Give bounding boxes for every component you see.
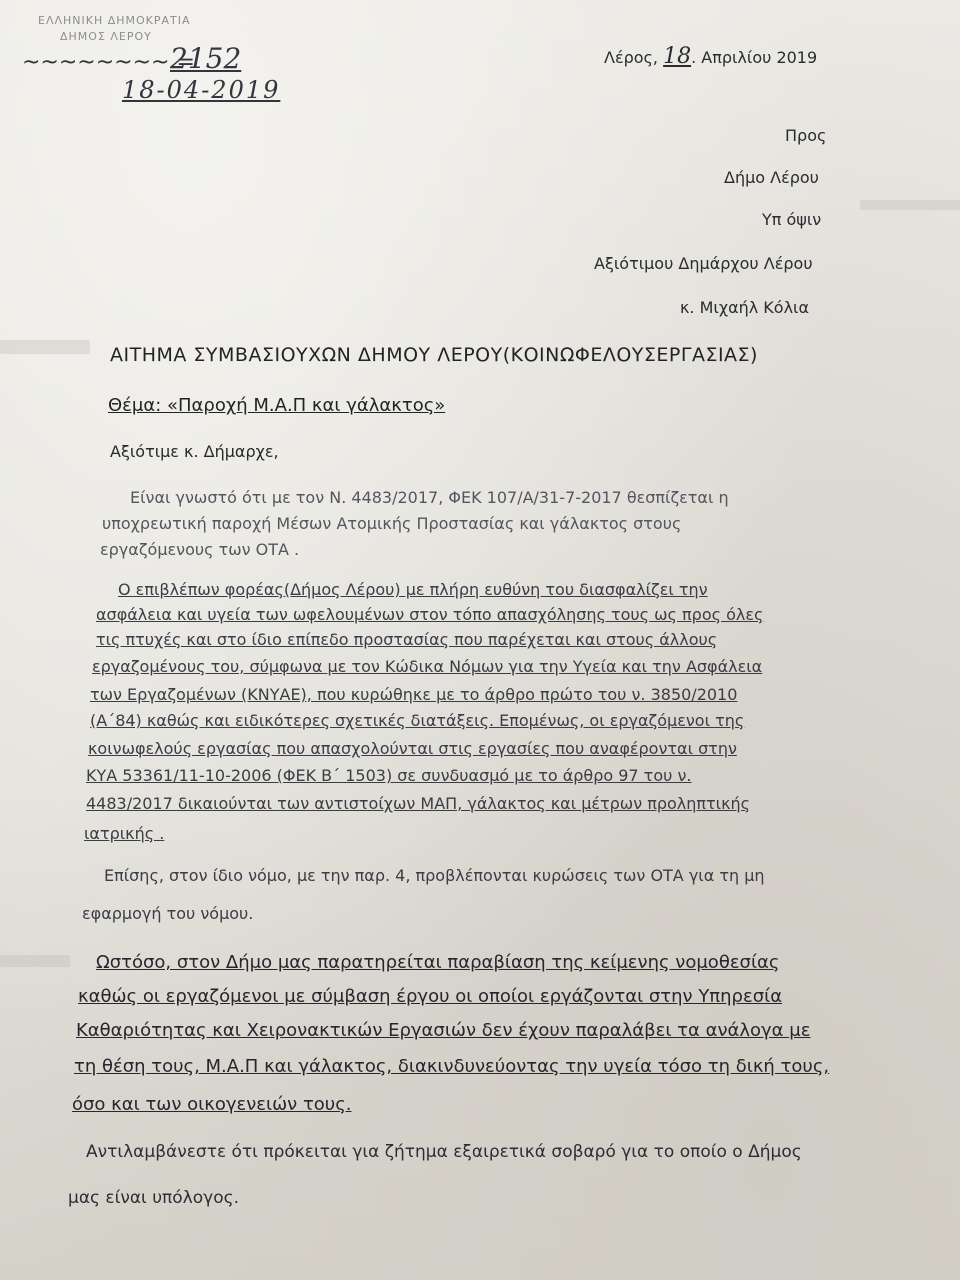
scan-smudge [860,200,960,210]
paragraph-2-line: τις πτυχές και στο ίδιο επίπεδο προστασίας που παρέχεται και στους άλλους [96,630,718,649]
paragraph-3-line: Επίσης, στον ίδιο νόμο, με την παρ. 4, προβλέπονται κυρώσεις των ΟΤΑ για τη μη [104,866,765,885]
paragraph-2-line: εργαζομένους του, σύμφωνα με τον Κώδικα Νόμων για την Υγεία και την Ασφάλεια [92,657,763,676]
paragraph-2-line: ΚΥΑ 53361/11-10-2006 (ΦΕΚ Β΄ 1503) σε συνδυασμό με το άρθρο 97 του ν. [86,766,692,785]
paragraph-4-line: Καθαριότητας και Χειρονακτικών Εργασιών δεν έχουν παραλάβει τα ανάλογα με [76,1020,811,1041]
date-day: 18 [663,44,692,69]
paragraph-2-line: Ο επιβλέπων φορέας(Δήμος Λέρου) με πλήρη ευθύνη του διασφαλίζει την [118,580,708,599]
protocol-number: 2152 [170,42,242,75]
greeting: Αξιότιμε κ. Δήμαρχε, [110,442,279,461]
protocol-date: 18-04-2019 [122,76,281,104]
paragraph-1-line: εργαζόμενους των ΟΤΑ . [100,540,300,559]
paragraph-4-line: τη θέση τους, Μ.Α.Π και γάλακτος, διακινδυνεύοντας την υγεία τόσο τη δική τους, [74,1056,830,1077]
document-subject: Θέμα: «Παροχή Μ.Α.Π και γάλακτος» [108,395,446,416]
paragraph-5-line: μας είναι υπόλογος. [68,1188,239,1208]
scan-smudge [0,955,70,967]
letter-date: Λέρος, 18. Απριλίου 2019 [604,44,818,69]
paragraph-1-line: Είναι γνωστό ότι με τον Ν. 4483/2017, ΦΕΚ 107/Α/31-7-2017 θεσπίζεται η [130,488,729,507]
scan-smudge [0,340,90,354]
protocol-dash: ~~~~~~~~ = [22,50,195,75]
paragraph-4-line: Ωστόσο, στον Δήμο μας παρατηρείται παραβίαση της κείμενης νομοθεσίας [96,952,780,973]
recipient-to-name: Δήμο Λέρου [724,168,819,187]
stamp-line-1: ΕΛΛΗΝΙΚΗ ΔΗΜΟΚΡΑΤΙΑ [38,14,191,27]
paragraph-2-line: των Εργαζομένων (ΚΝΥΑΕ), που κυρώθηκε με το άρθρο πρώτο του ν. 3850/2010 [90,685,738,704]
recipient-to-label: Προς [785,126,827,145]
paragraph-4-line: όσο και των οικογενειών τους. [72,1094,352,1115]
date-place: Λέρος, [604,48,659,67]
paragraph-2-line: κοινωφελούς εργασίας που απασχολούνται στις εργασίες που αναφέρονται στην [88,739,737,758]
stamp-line-2: ΔΗΜΟΣ ΛΕΡΟΥ [60,30,152,43]
paragraph-2-line: 4483/2017 δικαιούνται των αντιστοίχων ΜΑΠ, γάλακτος και μέτρων προληπτικής [86,794,751,813]
recipient-attention-label: Υπ όψιν [762,210,822,229]
paragraph-2-line: (Α΄84) καθώς και ειδικότερες σχετικές διατάξεις. Επομένως, οι εργαζόμενοι της [90,711,745,730]
recipient-attention-name: κ. Μιχαήλ Κόλια [680,298,810,317]
date-month-year: Απριλίου 2019 [701,48,818,67]
paragraph-1-line: υποχρεωτική παροχή Μέσων Ατομικής Προστασίας και γάλακτος στους [102,514,682,533]
recipient-attention-title: Αξιότιμου Δημάρχου Λέρου [594,254,813,273]
paragraph-3-line: εφαρμογή του νόμου. [82,904,254,923]
paragraph-4-line: καθώς οι εργαζόμενοι με σύμβαση έργου οι οποίοι εργάζονται στην Υπηρεσία [78,986,783,1007]
paragraph-2-line: ασφάλεια και υγεία των ωφελουμένων στον τόπο απασχόλησης τους ως προς όλες [96,605,764,624]
document-title: ΑΙΤΗΜΑ ΣΥΜΒΑΣΙΟΥΧΩΝ ΔΗΜΟΥ ΛΕΡΟΥ(ΚΟΙΝΩΦΕΛΟΥΣΕΡΓΑΣΙΑΣ) [110,344,758,366]
paragraph-2-line: ιατρικής . [84,824,165,843]
paragraph-5-line: Αντιλαμβάνεστε ότι πρόκειται για ζήτημα εξαιρετικά σοβαρό για το οποίο ο Δήμος [86,1142,802,1162]
